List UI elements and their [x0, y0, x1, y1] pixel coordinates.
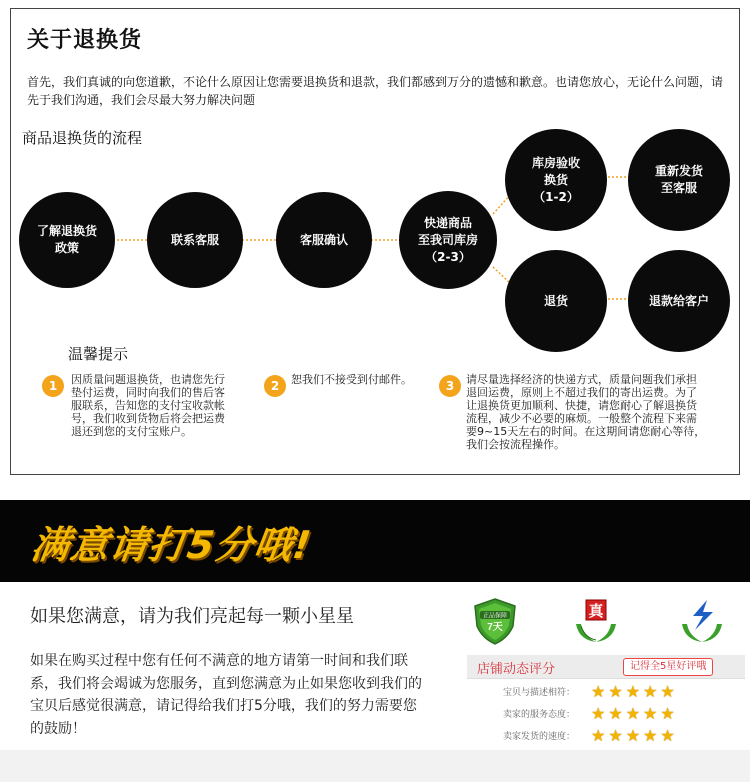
step-label: 了解退换货 政策	[36, 224, 97, 255]
bottom-strip	[0, 750, 750, 782]
shop-rating-header	[467, 655, 745, 679]
star-heading: 如果您满意，请为我们亮起每一颗小星星	[30, 606, 354, 627]
rating-label: 卖家发货的速度：	[503, 732, 576, 742]
step-circle-confirm	[276, 192, 372, 288]
rating-row-shipping	[467, 725, 745, 747]
five-star-reminder-tag: 记得全5星好评哦	[623, 658, 713, 676]
return-title: 关于退换货	[27, 28, 143, 53]
tip-text: 因质量问题退换货，也请您先行 垫付运费，同时向我们的售后客 服联系，告知您的支付宝收款帐 号，我们收到货物后将会把运费 退还到您的支付宝账户。	[71, 373, 225, 438]
step-circle-refund	[628, 250, 730, 352]
rating-row-description	[467, 681, 745, 703]
rating-row-service	[467, 703, 745, 725]
rating-label: 宝贝与描述相符：	[503, 688, 576, 698]
genuine-char: 真	[588, 602, 604, 620]
shop-rating-box	[467, 655, 745, 749]
step-label: 客服确认	[299, 232, 348, 247]
tip-text: 请尽量选择经济的快递方式，质量问题我们承担 退回运费，原则上不超过我们的寄出运费。为了 让退换货更加顺利、快捷，请您耐心了解退换货 流程，减少不必要的麻烦。一般整个流程下来需 要9~15天左右的时间。在这期间请您耐心等待， 我们会按流程操作。	[466, 373, 706, 451]
star-rating: ★★★★★	[591, 682, 678, 701]
step-label: 退货	[543, 293, 568, 308]
step-circle-inspect	[505, 129, 607, 231]
tip-text: 恕我们不接受到付邮件。	[291, 373, 412, 386]
rating-banner	[0, 500, 750, 582]
star-rating: ★★★★★	[591, 704, 678, 723]
return-policy-panel	[10, 8, 740, 475]
step-circle-return	[505, 250, 607, 352]
tips-heading: 温馨提示	[68, 345, 129, 363]
step-label: 退款给客户	[648, 293, 709, 308]
step-circle-contact	[147, 192, 243, 288]
apology-text: 首先，我们真诚的向您道歉，不论什么原因让您需要退换货和退款，我们都感到万分的遗憾和歉意。也请您放心，无论什么问题，请先于我们沟通，我们会尽最大努力解决问题	[27, 75, 724, 107]
step-circle-reship	[628, 129, 730, 231]
shield-days-label: 7天	[487, 622, 503, 633]
step-label: 联系客服	[170, 232, 219, 247]
step-circle-policy	[19, 192, 115, 288]
service-hands-icon	[677, 596, 727, 646]
step-label: 快递商品 至我司库房 （2-3）	[417, 215, 478, 264]
tip-number-badge: 1	[42, 375, 64, 397]
shield-7day-icon	[470, 596, 520, 646]
tip-number-badge: 2	[264, 375, 286, 397]
banner-text: 满意请打5分哦!	[28, 523, 315, 567]
shop-rating-title: 店铺动态评分	[477, 662, 556, 677]
star-paragraph: 如果在购买过程中您有任何不满意的地方请第一时间和我们联系，我们将会竭诚为您服务，直到您满意为止如果您收到我们的宝贝后感觉很满意，请记得给我们打5分哦，我们的努力需要您的鼓励！	[30, 653, 422, 737]
star-rating: ★★★★★	[591, 726, 678, 745]
step-label: 重新发货 至客服	[654, 164, 703, 195]
flow-heading: 商品退换货的流程	[22, 129, 143, 147]
step-label: 库房验收 换货 （1-2）	[531, 155, 580, 204]
step-circle-ship	[399, 191, 497, 289]
tip-number-badge: 3	[439, 375, 461, 397]
rating-label: 卖家的服务态度：	[503, 710, 576, 720]
shield-top-label: 正品保障	[482, 613, 508, 620]
genuine-hands-icon	[571, 596, 621, 646]
